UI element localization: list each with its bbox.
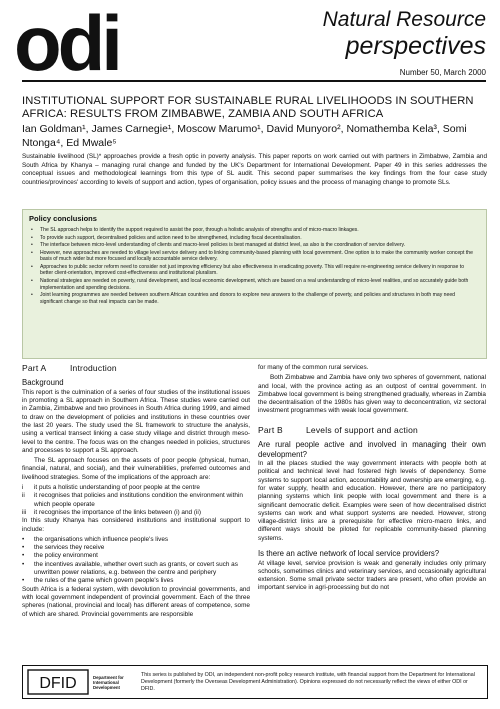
section-heading-b [258, 426, 486, 434]
paragraph: At village level, service provision is weak and generally includes only primary schools, sometimes clinics and veterinary services, and occasionally agricultural extension. Some small private sector traders are present, who often provide an important service in agri-processing but do not [258, 559, 486, 592]
footer-box [22, 665, 488, 699]
conclusion-item: • However, new approaches are needed to village level service delivery and to linking community-based planning with local government. One option is to make the community worker concept the basis of much wider but more focused and locally accountable service delivery. [29, 250, 476, 263]
section-letter: Part A [22, 363, 47, 373]
header-rule [22, 80, 486, 82]
conclusion-item: • The SL approach helps to identify the support required to assist the poor, through a holistic analysis of strengths and of micro-macro linkages. [29, 227, 476, 234]
conclusion-item: • To provide such support, decentralised policies and action need to be strengthened, including fiscal decentralisation. [29, 235, 476, 242]
roman-item [22, 509, 250, 517]
bullet-item: • the organisations which influence people's lives [22, 535, 169, 543]
bullet-item: • the policy environment [22, 552, 98, 560]
section-title: Levels of support and action [306, 424, 418, 435]
conclusion-item: • Joint learning programmes are needed between southern African countries and donors to explore new answers to the challenge of poverty, and policies and structures in both may need significant change so that real impacts can be made. [29, 292, 476, 305]
roman-text: it recognises that policies and institutions condition the environment within which people operate [34, 492, 243, 508]
roman-numeral: i [22, 484, 24, 492]
conclusion-item: • Approaches to public sector reform need to consider not just improving efficiency but also effectiveness in eradicating poverty. This will require re-engineering service delivery in response to better client-orientation, improved cost-effectiveness and institutional pluralism. [29, 264, 476, 277]
paragraph: South Africa is a federal system, with devolution to provincial governments, and with local government independent of provincial government. Each of the three spheres (national, provincial and local) has different areas of competence, some of which are shared. Provincial governments are responsible [22, 585, 250, 618]
policy-conclusions-box [22, 209, 487, 359]
conclusion-item: • The interface between micro-level understanding of clients and macro-level policies is best managed at district level, as also is the coordination of service delivery. [29, 242, 476, 249]
roman-numeral: ii [22, 492, 25, 500]
section-heading-a [22, 364, 250, 372]
series-title-line2: perspectives [345, 32, 486, 60]
bullet-item: • the services they receive [22, 544, 105, 552]
subheading-background: Background [22, 378, 64, 388]
bullet-item: • the incentives available, whether overt such as grants, or covert such as unwritten power relations, e.g. between the centre and periphery [22, 560, 238, 577]
paragraph: Both Zimbabwe and Zambia have only two spheres of government, national and local, with the province acting as an outpost of central government. In Zimbabwe local government is being strengthened gradually, whereas in Zambia the decentralisation of the 1980s has given way to deconcentration, viz sectoral investment programmes with weak local government. [258, 374, 486, 415]
question-heading: Is there an active network of local service providers? [258, 549, 440, 559]
series-title-line1: Natural Resource [322, 8, 486, 31]
paragraph: The SL approach focuses on the assets of poor people (physical, human, financial, natural, and social), and their vulnerabilities, preferred outcomes and livelihood strategies. Some of the implications of the approach are: [22, 457, 250, 481]
roman-item [22, 492, 250, 509]
dfid-logo [27, 669, 89, 695]
bullet-item: • the rules of the game which govern people's lives [22, 577, 174, 585]
footer-text: This series is published by ODI, an independent non-profit policy research institute, with financial support from the Department for International Development (formerly the Overseas Development Administration). Opinions expressed do not necessarily reflect the views of either ODI or DFID. [141, 671, 475, 692]
dfid-logo-text: DFID [39, 675, 77, 692]
policy-conclusions-list [29, 227, 476, 306]
paper-title: INSTITUTIONAL SUPPORT FOR SUSTAINABLE RURAL LIVELIHOODS IN SOUTHERN AFRICA: RESULTS FROM ZIMBABWE, ZAMBIA AND SOUTH AFRICA [22, 95, 474, 120]
intro-paragraph: Sustainable livelihood (SL)* approaches provide a fresh optic in poverty analysis. This paper reports on work carried out with partners in Zimbabwe, Zambia and South Africa by Khanya – managing rural change and funded by the UK's Department for International Development. Paper 49 in this series addresses the conceptual issues and methodological learnings from this type of SL audit. This second paper summarises the key findings from the four case study countries/provinces' according to levels of support and action, types of organisation, policy issues and the process of managing change to promote SLs. [22, 153, 487, 186]
roman-item [22, 484, 250, 492]
roman-text: it recognises the importance of the links between (i) and (ii) [34, 508, 201, 516]
column-right [258, 364, 486, 595]
dfid-department-name: Department for International Development [93, 674, 124, 690]
conclusion-item: • National strategies are needed on poverty, rural development, and local economic development, which are based on a real understanding of micro-level realities, and so accurately guide both implementation and spending decisions. [29, 278, 476, 291]
odi-logo-text: odi [14, 12, 119, 74]
roman-text: it puts a holistic understanding of poor people at the centre [34, 484, 200, 492]
paragraph: for many of the common rural services. [258, 364, 369, 371]
authors: Ian Goldman¹, James Carnegie¹, Moscow Marumo¹, David Munyoro², Nomathemba Kela³, Somi Ntonga⁴, Ed Mwale⁵ [22, 123, 467, 149]
section-title: Introduction [70, 363, 117, 373]
odi-logo [14, 12, 134, 74]
roman-numeral: iii [22, 508, 27, 516]
paragraph: In this study Khanya has considered institutions and institutional support to include: [22, 517, 250, 533]
question-heading: Are rural people active and involved in managing their own development? [258, 440, 486, 459]
section-letter: Part B [258, 424, 283, 435]
issue-number: Number 50, March 2000 [399, 68, 486, 77]
paragraph: In all the places studied the way government interacts with people both at political and technical level had fostered high levels of dependency. Some systems to support local action, accountability and ownership are emerging, e.g. for water supply, health and education. However, there are no participatory planning systems which link people with local government and there is a significant democratic deficit. Examples were seen of how decentralised district systems can work and what support systems are needed. However, strong village-district links are a prerequisite for effective micro-macro links, and different ways should be piloted for replicable community-based planning systems. [258, 460, 486, 542]
column-left [22, 364, 250, 621]
policy-conclusions-heading: Policy conclusions [29, 214, 97, 223]
paragraph: This report is the culmination of a series of four studies of the institutional issues in promoting a SL approach in Southern Africa. These studies were carried out in Zambia, Zimbabwe and two provinces in South Africa during 1999, and aimed to draw on the development of policies and institutions in these countries over the last 20 years. The study used the SL framework to structure the analysis, using a vertical transect linking a case study village and district through meso-level to the centre. The focus was on the changes needed in policies, structures and processes to support a SL approach. [22, 388, 250, 454]
